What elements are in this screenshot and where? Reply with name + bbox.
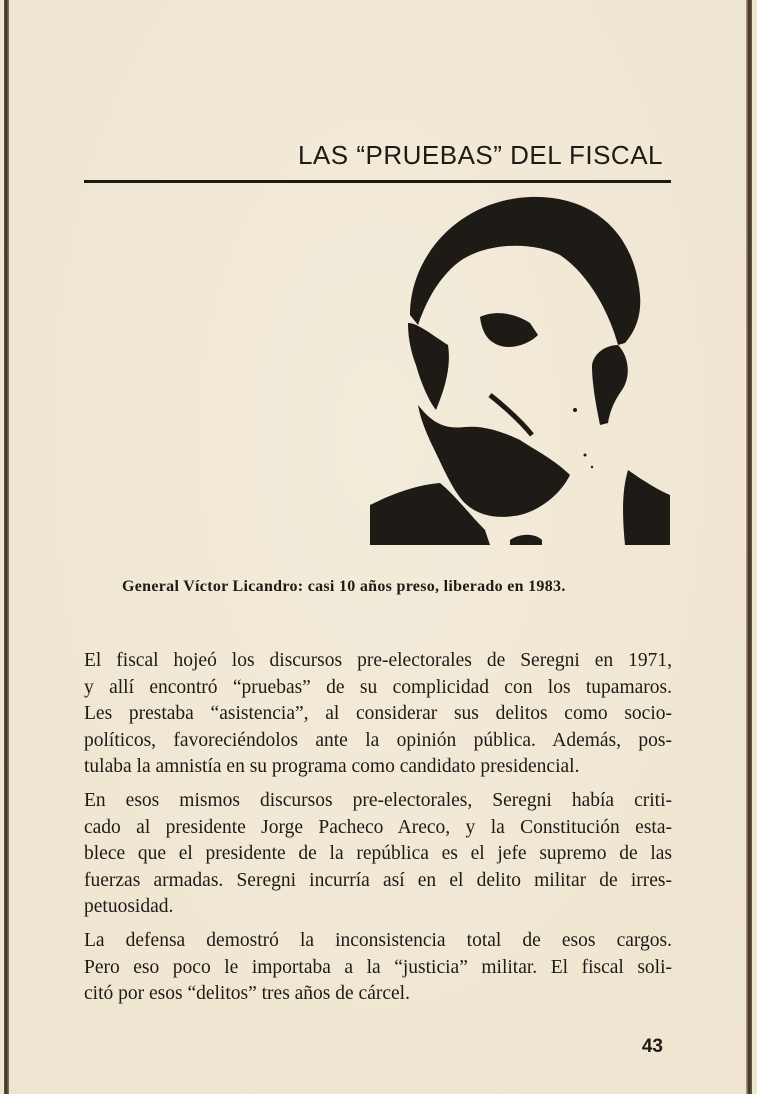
text-line: El fiscal hojeó los discursos pre-electorales de Seregni en 1971, — [84, 650, 672, 671]
portrait-eye — [480, 313, 538, 347]
paragraph-2 — [84, 788, 672, 921]
text-line: En esos mismos discursos pre-electorales, Seregni había criti- — [84, 789, 672, 811]
text-line: tulaba la amnistía en su programa como candidato presidencial. — [84, 756, 580, 778]
page-number: 43 — [641, 1036, 663, 1057]
portrait-shoulder-right — [623, 470, 670, 545]
text-line: La defensa demostró la inconsistencia total de esos cargos. — [84, 929, 672, 951]
text-line: Les prestaba “asistencia”, al considerar sus delitos como socio- — [84, 703, 672, 725]
portrait-nose-line — [490, 395, 532, 435]
text-line: petuosidad. — [84, 896, 174, 918]
text-line: Pero eso poco le importaba a la “justicia” militar. El fiscal soli- — [84, 956, 672, 978]
text-line: y allí encontró “pruebas” de su complicidad con los tupamaros. — [84, 676, 672, 698]
text-line: cado al presidente Jorge Pacheco Areco, y la Constitución esta- — [84, 816, 672, 838]
portrait-collar — [510, 535, 542, 545]
portrait-photo — [370, 195, 670, 545]
book-page — [4, 0, 752, 1094]
text-line: blece que el presidente de la república es el jefe supremo de las — [84, 843, 672, 865]
body-text — [84, 648, 672, 1015]
page-left-edge — [4, 0, 9, 1094]
text-line: fuerzas armadas. Seregni incurría así en el delito militar de irres- — [84, 869, 672, 891]
text-line: citó por esos “delitos” tres años de cárcel. — [84, 983, 410, 1005]
text-line: políticos, favoreciéndolos ante la opinión pública. Además, pos- — [84, 729, 672, 751]
header-rule — [84, 180, 671, 183]
page-right-edge — [746, 0, 752, 1094]
chapter-title: LAS “PRUEBAS” DEL FISCAL — [297, 140, 663, 170]
paragraph-3 — [84, 928, 672, 1008]
photo-caption: General Víctor Licandro: casi 10 años preso, liberado en 1983. — [122, 578, 566, 595]
portrait-left-cheek — [408, 323, 449, 410]
paragraph-1 — [84, 648, 672, 781]
